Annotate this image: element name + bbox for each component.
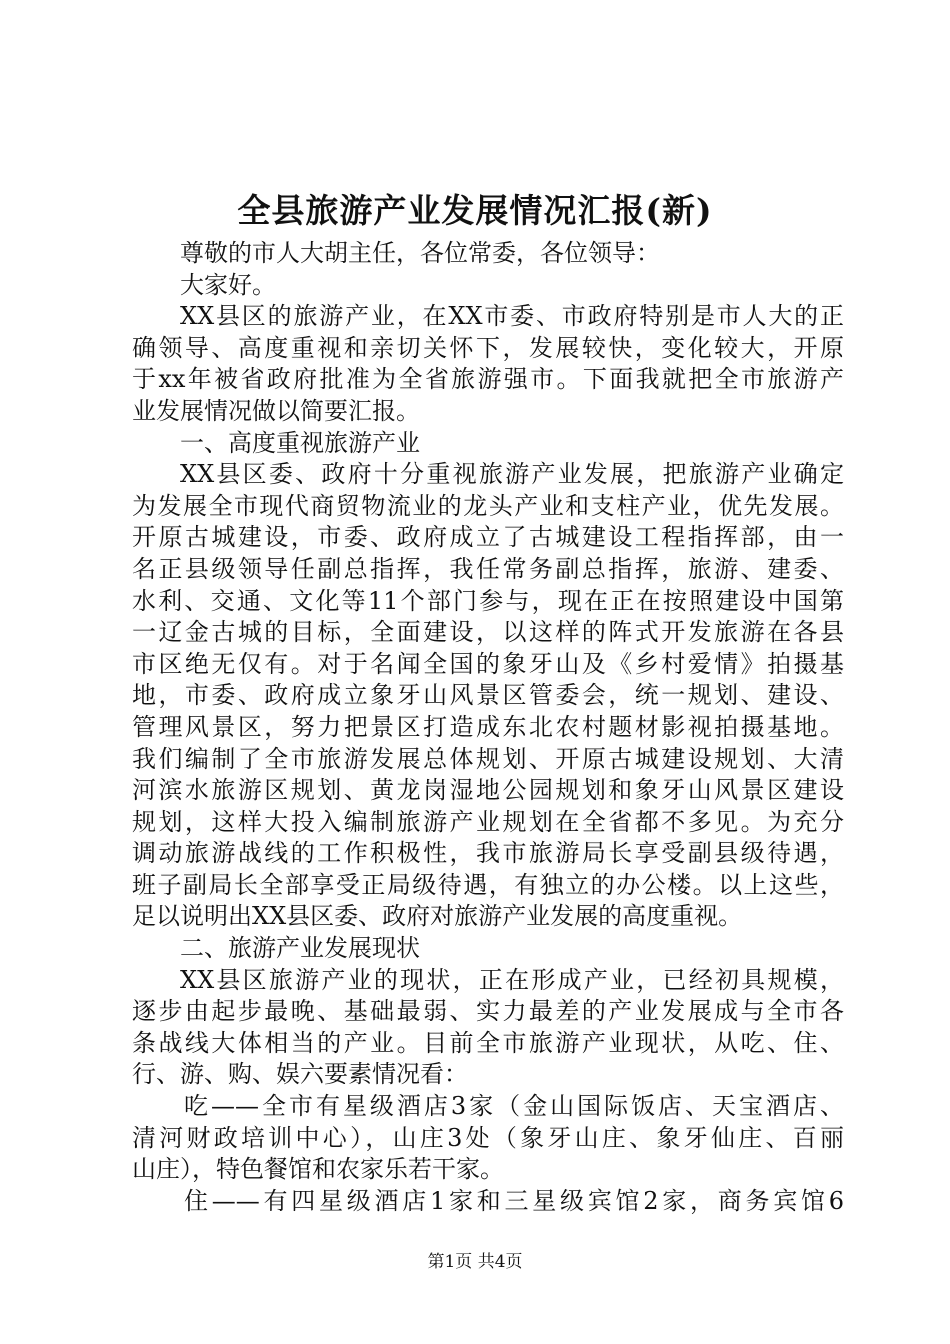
- body-line: XX县区旅游产业的现状，正在形成产业，已经初具规模，: [180, 965, 844, 994]
- body-line: 河滨水旅游区规划、黄龙岗湿地公园规划和象牙山风景区建设: [132, 776, 844, 805]
- body-line: 逐步由起步最晚、基础最弱、实力最差的产业发展成与全市各: [132, 997, 844, 1026]
- document-title: 全县旅游产业发展情况汇报(新): [237, 191, 713, 230]
- body-line: 大家好。: [180, 270, 276, 299]
- body-line: 确领导、高度重视和亲切关怀下，发展较快，变化较大，开原: [132, 333, 844, 362]
- document-body: [132, 238, 844, 1217]
- body-line: 水利、交通、文化等11个部门参与，现在正在按照建设中国第: [132, 586, 844, 615]
- body-line: 条战线大体相当的产业。目前全市旅游产业现状，从吃、住、: [132, 1028, 844, 1057]
- page-footer: 第1页 共4页: [427, 1252, 523, 1272]
- body-line: 业发展情况做以简要汇报。: [132, 396, 420, 425]
- body-line: 于xx年被省政府批准为全省旅游强市。下面我就把全市旅游产: [132, 365, 844, 394]
- body-line: 行、游、购、娱六要素情况看：: [132, 1060, 468, 1089]
- body-line: 市区绝无仅有。对于名闻全国的象牙山及《乡村爱情》拍摄基: [132, 649, 844, 678]
- body-line: 山庄），特色餐馆和农家乐若干家。: [132, 1155, 504, 1184]
- body-line: 一、高度重视旅游产业: [180, 428, 420, 457]
- body-line: 调动旅游战线的工作积极性，我市旅游局长享受副县级待遇，: [132, 839, 844, 868]
- body-line: 管理风景区，努力把景区打造成东北农村题材影视拍摄基地。: [132, 712, 844, 741]
- body-line: 一辽金古城的目标，全面建设，以这样的阵式开发旅游在各县: [132, 618, 844, 647]
- body-line: 开原古城建设，市委、政府成立了古城建设工程指挥部，由一: [132, 523, 844, 552]
- body-line: 规划，这样大投入编制旅游产业规划在全省都不多见。为充分: [132, 807, 844, 836]
- body-line: 住——有四星级酒店1家和三星级宾馆2家，商务宾馆6: [184, 1186, 844, 1215]
- body-line: 班子副局长全部享受正局级待遇，有独立的办公楼。以上这些，: [132, 870, 844, 899]
- body-line: 足以说明出XX县区委、政府对旅游产业发展的高度重视。: [132, 902, 743, 931]
- body-line: 我们编制了全市旅游发展总体规划、开原古城建设规划、大清: [132, 744, 844, 773]
- body-line: 吃——全市有星级酒店3家（金山国际饭店、天宝酒店、: [184, 1092, 844, 1121]
- body-line: 清河财政培训中心），山庄3处（象牙山庄、象牙仙庄、百丽: [132, 1123, 844, 1152]
- body-line: 为发展全市现代商贸物流业的龙头产业和支柱产业，优先发展。: [132, 491, 844, 520]
- body-line: XX县区的旅游产业，在XX市委、市政府特别是市人大的正: [180, 302, 844, 331]
- body-line: 名正县级领导任副总指挥，我任常务副总指挥，旅游、建委、: [132, 554, 844, 583]
- body-line: 二、旅游产业发展现状: [180, 934, 420, 963]
- body-line: 地，市委、政府成立象牙山风景区管委会，统一规划、建设、: [132, 681, 844, 710]
- body-line: XX县区委、政府十分重视旅游产业发展，把旅游产业确定: [180, 460, 844, 489]
- body-line: 尊敬的市人大胡主任，各位常委，各位领导：: [180, 239, 660, 267]
